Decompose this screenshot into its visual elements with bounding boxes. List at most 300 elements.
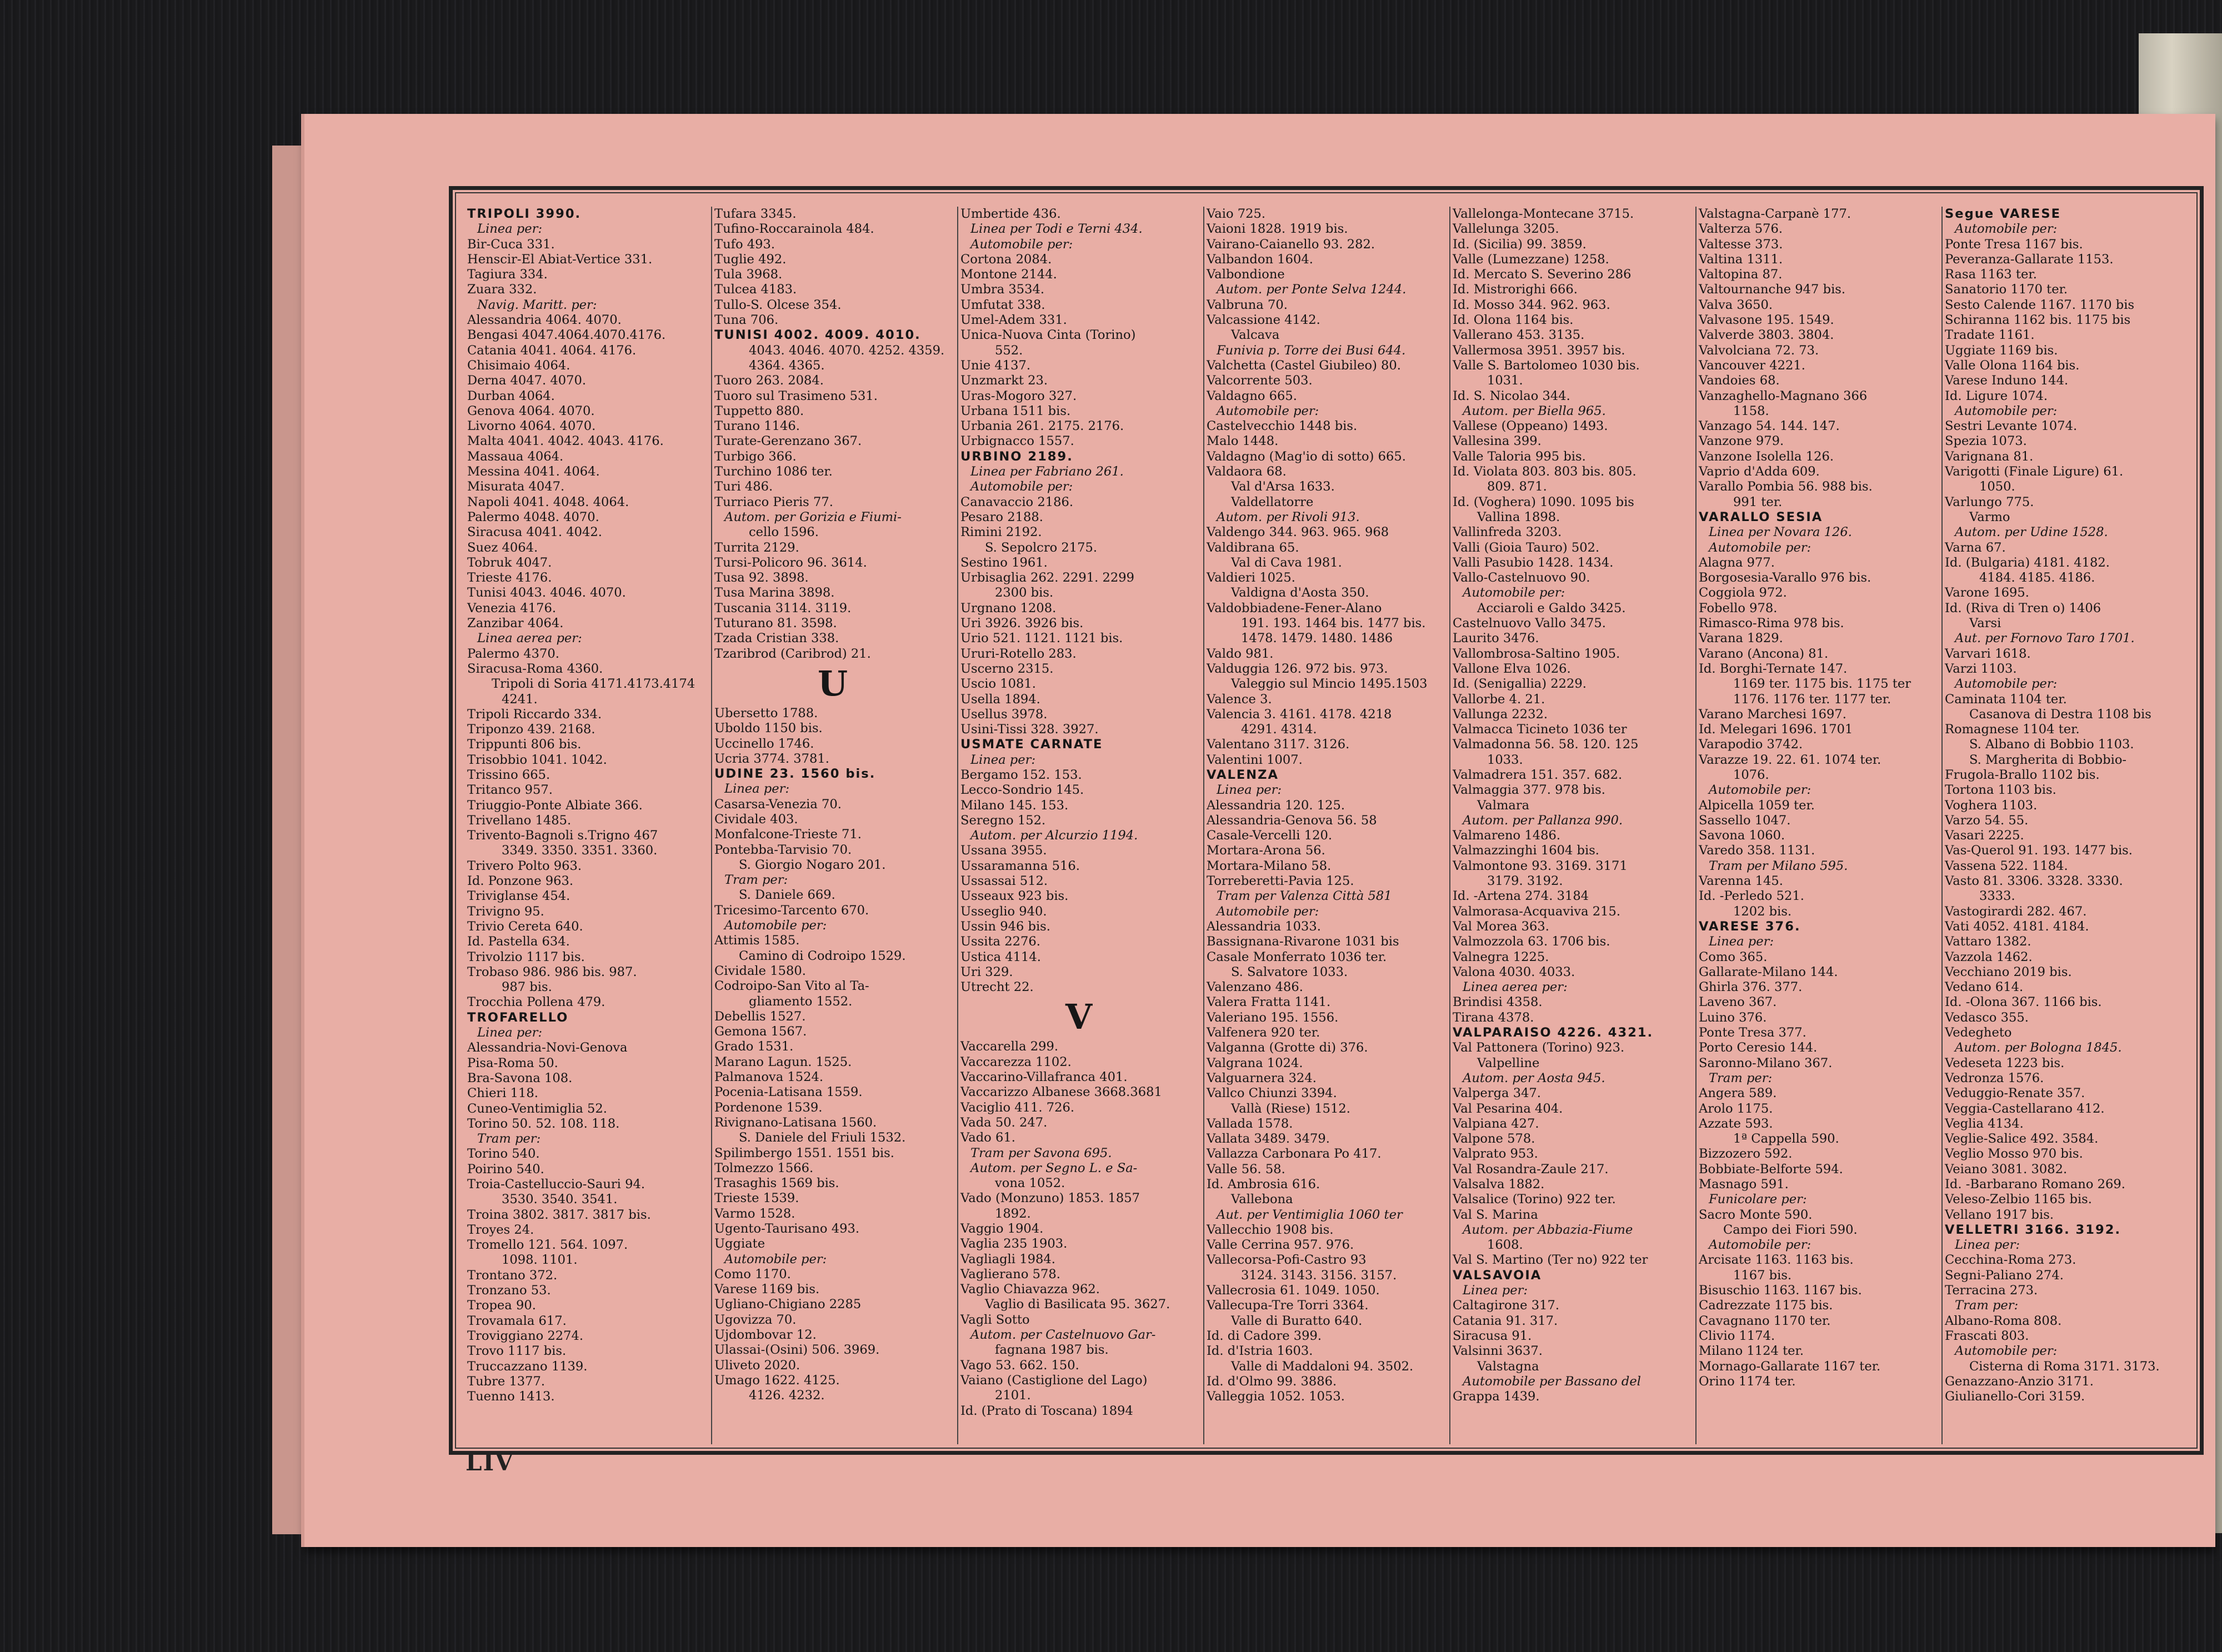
index-entry: Ujdombovar 12. (714, 1328, 817, 1343)
index-entry: Trontano 372. (467, 1268, 558, 1283)
index-entry: Valpone 578. (1453, 1132, 1535, 1147)
index-entry: Vaio 725. (1207, 207, 1266, 221)
index-entry: Varna 67. (1945, 540, 2006, 555)
index-entry: Rimasco-Rima 978 bis. (1699, 616, 1844, 631)
index-entry: 552. (995, 343, 1023, 358)
index-entry: Valdibrana 65. (1207, 540, 1299, 555)
index-entry: Tromello 121. 564. 1097. (467, 1238, 628, 1253)
index-entry: Misurata 4047. (467, 479, 565, 494)
index-entry: Tronzano 53. (467, 1283, 551, 1298)
index-entry: Alessandria 4064. 4070. (467, 313, 622, 328)
index-entry: Segni-Paliano 274. (1945, 1268, 2064, 1283)
index-entry: Rimini 2192. (960, 525, 1042, 540)
index-entry: Tzaribrod (Caribrod) 21. (714, 646, 871, 661)
index-entry: Valverde 3803. 3804. (1699, 328, 1834, 343)
index-entry: Trivero Polto 963. (467, 858, 582, 873)
index-entry: Linea aerea per: (477, 631, 582, 646)
index-entry: Monfalcone-Trieste 71. (714, 827, 862, 842)
index-entry: Id. Mercato S. Severino 286 (1453, 267, 1632, 282)
index-entry: Vallelunga 3205. (1453, 222, 1559, 237)
index-entry: Trieste 1539. (714, 1191, 799, 1206)
index-entry: Vaglierano 578. (960, 1266, 1060, 1281)
index-heading: TUNISI 4002. 4009. 4010. (714, 328, 921, 343)
index-entry: Codroipo-San Vito al Ta- (714, 979, 869, 994)
index-entry: Luino 376. (1699, 1010, 1767, 1025)
index-entry: Vago 53. 662. 150. (960, 1358, 1079, 1373)
index-entry: Val Pattonera (Torino) 923. (1453, 1040, 1625, 1055)
index-entry: Debellis 1527. (714, 1009, 806, 1024)
index-entry: 1608. (1487, 1238, 1523, 1253)
index-entry: Linea aerea per: (1463, 980, 1568, 995)
index-entry: Id. Ligure 1074. (1945, 388, 2048, 403)
index-entry: Turriaco Pieris 77. (714, 494, 833, 509)
index-entry: Autom. per Segno L. e Sa- (970, 1160, 1138, 1175)
index-entry: Ugovizza 70. (714, 1312, 797, 1327)
index-entry: Canavaccio 2186. (960, 494, 1074, 509)
index-entry: Id. Ponzone 963. (467, 874, 574, 889)
index-entry: Automobile per: (1955, 677, 2058, 692)
index-entry: Castelnuovo Vallo 3475. (1453, 616, 1606, 631)
index-entry: Vallorbe 4. 21. (1453, 692, 1545, 707)
index-entry: S. Daniele 669. (739, 888, 835, 903)
index-entry: Valence 3. (1207, 692, 1272, 707)
index-entry: Varano Marchesi 1697. (1699, 707, 1846, 722)
index-entry: Varapodio 3742. (1699, 737, 1803, 752)
index-entry: Durban 4064. (467, 388, 555, 403)
index-entry: Vedegheto (1945, 1025, 2012, 1040)
index-entry: Bra-Savona 108. (467, 1070, 573, 1085)
index-entry: Uras-Mogoro 327. (960, 388, 1077, 403)
index-entry: Automobile per: (1955, 403, 2058, 418)
index-entry: Alpicella 1059 ter. (1699, 798, 1815, 813)
index-entry: Valdigna d'Aosta 350. (1231, 585, 1369, 600)
index-entry: Rivignano-Latisana 1560. (714, 1115, 877, 1130)
index-entry: Valle di Buratto 640. (1231, 1313, 1363, 1328)
index-entry: Giulianello-Cori 3159. (1945, 1389, 2085, 1404)
index-entry: Linea per: (477, 1025, 543, 1040)
index-entry: Varese 1169 bis. (714, 1282, 820, 1297)
index-entry: Linea per: (1463, 1283, 1528, 1298)
index-entry: Tzada Cristian 338. (714, 631, 839, 646)
index-entry: Uliveto 2020. (714, 1358, 800, 1373)
index-entry: Id. Borghi-Ternate 147. (1699, 661, 1848, 676)
index-entry: Valpelline (1477, 1055, 1540, 1070)
index-entry: Automobile per: (724, 1251, 827, 1266)
index-entry: Catania 91. 317. (1453, 1313, 1558, 1328)
index-entry: Id. Pastella 634. (467, 934, 570, 949)
index-entry: Sacro Monte 590. (1699, 1207, 1813, 1222)
index-entry: Tram per Milano 595. (1709, 858, 1848, 873)
page-shadow-side (272, 146, 306, 1534)
index-entry: Vallazza Carbonara Po 417. (1207, 1147, 1382, 1162)
index-entry: Varazze 19. 22. 61. 1074 ter. (1699, 752, 1881, 767)
index-entry: Tram per Valenza Città 581 (1217, 889, 1392, 904)
index-entry: Vastogirardi 282. 467. (1945, 904, 2087, 919)
index-entry: Vallebona (1231, 1192, 1293, 1207)
index-entry: Frugola-Brallo 1102 bis. (1945, 767, 2100, 782)
index-entry: Uri 3926. 3926 bis. (960, 616, 1084, 631)
index-entry: Tula 3968. (714, 267, 783, 282)
index-entry: Varmo (1969, 509, 2010, 524)
index-entry: Vaprio d'Adda 609. (1699, 464, 1820, 479)
index-entry: Caminata 1104 ter. (1945, 692, 2067, 707)
index-entry: Urbignacco 1557. (960, 434, 1074, 449)
index-entry: Valera Fratta 1141. (1207, 995, 1331, 1010)
index-entry: Vaccarizzo Albanese 3668.3681 (960, 1085, 1162, 1100)
index-entry: 1158. (1733, 403, 1769, 418)
index-entry: Clivio 1174. (1699, 1328, 1775, 1343)
index-entry: Valcava (1231, 328, 1280, 343)
index-entry: Trivio Cereta 640. (467, 919, 583, 934)
index-entry: Bisuschio 1163. 1167 bis. (1699, 1283, 1862, 1298)
index-entry: Valprato 953. (1453, 1147, 1538, 1162)
index-entry: Palmanova 1524. (714, 1070, 824, 1085)
index-entry: Tuppetto 880. (714, 403, 804, 418)
index-entry: Siracusa-Roma 4360. (467, 661, 603, 676)
index-entry: Triuggio-Ponte Albiate 366. (467, 798, 643, 813)
index-entry: Veglie-Salice 492. 3584. (1945, 1132, 2099, 1147)
index-entry: Vallinfreda 3203. (1453, 525, 1562, 540)
index-entry: Como 1170. (714, 1266, 791, 1281)
index-entry: Milano 145. 153. (960, 798, 1069, 813)
index-entry: Messina 4041. 4064. (467, 464, 600, 479)
index-entry: Valguarnera 324. (1207, 1070, 1317, 1085)
index-heading: URBINO 2189. (960, 449, 1073, 464)
index-entry: Bizzozero 592. (1699, 1147, 1793, 1162)
index-entry: Uggiate (714, 1237, 765, 1251)
index-entry: Vallunga 2232. (1453, 707, 1548, 722)
index-entry: Ussita 2276. (960, 934, 1040, 949)
index-entry: Vassena 522. 1184. (1945, 858, 2068, 873)
index-entry: Varvari 1618. (1945, 646, 2031, 661)
index-entry: Tram per: (1709, 1070, 1773, 1085)
index-entry: Vaiano (Castiglione del Lago) (960, 1373, 1148, 1388)
index-entry: Varallo Pombia 56. 988 bis. (1699, 479, 1873, 494)
index-entry: Palermo 4048. 4070. (467, 509, 599, 524)
index-entry: Valdagno (Mag'io di sotto) 665. (1207, 449, 1406, 464)
index-entry: Tuglie 492. (714, 252, 787, 267)
index-entry: Id. d'Istria 1603. (1207, 1344, 1313, 1359)
index-entry: Tuoro sul Trasimeno 531. (714, 388, 878, 403)
index-entry: S. Salvatore 1033. (1231, 964, 1348, 979)
index-entry: Trivolzio 1117 bis. (467, 949, 585, 964)
index-entry: Vedano 614. (1945, 980, 2024, 995)
index-entry: Val di Cava 1981. (1231, 555, 1342, 570)
index-entry: Id. Melegari 1696. 1701 (1699, 722, 1853, 737)
index-entry: Bergamo 152. 153. (960, 767, 1082, 782)
index-entry: Vandoies 68. (1699, 373, 1780, 388)
index-entry: Valstagna-Carpanè 177. (1699, 207, 1851, 221)
index-entry: Autom. per Gorizia e Fiumi- (724, 509, 902, 524)
index-entry: Genova 4064. 4070. (467, 403, 595, 418)
index-entry: Valle 56. 58. (1207, 1162, 1285, 1177)
index-entry: Id. Violata 803. 803 bis. 805. (1453, 464, 1637, 479)
index-entry: Linea per Todi e Terni 434. (970, 222, 1143, 237)
index-entry: Turate-Gerenzano 367. (714, 434, 862, 449)
index-entry: cello 1596. (749, 525, 819, 540)
index-entry: Varone 1695. (1945, 585, 2029, 600)
section-letter: V (1065, 997, 1093, 1038)
index-entry: Id. S. Nicolao 344. (1453, 388, 1570, 403)
index-entry: Vanzaghello-Magnano 366 (1699, 388, 1868, 403)
index-entry: Cadrezzate 1175 bis. (1699, 1298, 1833, 1313)
index-entry: 1050. (1979, 479, 2015, 494)
index-heading: TROFARELLO (467, 1010, 569, 1025)
index-heading: VALENZA (1207, 767, 1279, 782)
index-entry: Pesaro 2188. (960, 509, 1043, 524)
index-entry: Vedeseta 1223 bis. (1945, 1055, 2065, 1070)
index-entry: Valcassione 4142. (1207, 313, 1320, 328)
index-entry: Vairano-Caianello 93. 282. (1207, 237, 1375, 252)
index-entry: Valmaggia 377. 978 bis. (1453, 783, 1605, 798)
index-entry: Vanzago 54. 144. 147. (1699, 419, 1840, 434)
index-entry: Varese Induno 144. (1945, 373, 2069, 388)
index-entry: Vaccarella 299. (960, 1039, 1059, 1054)
index-entry: Umago 1622. 4125. (714, 1373, 840, 1388)
index-entry: Uggiate 1169 bis. (1945, 343, 2058, 358)
index-entry: Tram per: (1955, 1298, 2019, 1313)
index-entry: 1076. (1733, 767, 1769, 782)
index-entry: Valva 3650. (1699, 297, 1773, 312)
index-entry: Montone 2144. (960, 267, 1057, 282)
index-entry: Valsinni 3637. (1453, 1344, 1543, 1359)
index-entry: Cortona 2084. (960, 252, 1052, 267)
index-entry: Casarsa-Venezia 70. (714, 797, 842, 812)
index-entry: Valle Cerrina 957. 976. (1207, 1238, 1354, 1253)
index-entry: Alessandria-Novi-Genova (467, 1040, 628, 1055)
index-entry: Triviglanse 454. (467, 889, 570, 904)
index-entry: Automobile per: (1709, 540, 1811, 555)
index-entry: Linea per: (970, 752, 1036, 767)
index-entry: Val S. Martino (Ter no) 922 ter (1453, 1253, 1648, 1268)
index-entry: vona 1052. (995, 1176, 1065, 1191)
index-entry: Peveranza-Gallarate 1153. (1945, 252, 2114, 267)
index-entry: Valmazzinghi 1604 bis. (1453, 843, 1599, 858)
index-entry: Vallecrosia 61. 1049. 1050. (1207, 1283, 1380, 1298)
index-entry: Suez 4064. (467, 540, 538, 555)
index-entry: S. Margherita di Bobbio- (1969, 752, 2127, 767)
index-entry: Alessandria 120. 125. (1207, 798, 1345, 813)
index-entry: Grappa 1439. (1453, 1389, 1540, 1404)
index-heading: TRIPOLI 3990. (467, 207, 582, 221)
index-entry: Valli Pasubio 1428. 1434. (1453, 555, 1614, 570)
index-entry: Trasaghis 1569 bis. (714, 1176, 839, 1191)
index-entry: Chisimaio 4064. (467, 358, 570, 373)
index-entry: Gallarate-Milano 144. (1699, 964, 1838, 979)
index-entry: Usella 1894. (960, 692, 1040, 707)
index-entry: Vaglio Chiavazza 962. (960, 1282, 1100, 1297)
index-entry: Vallà (Riese) 1512. (1231, 1101, 1350, 1116)
index-entry: Ururi-Rotello 283. (960, 646, 1077, 661)
index-entry: Tusa 92. 3898. (714, 570, 809, 585)
index-entry: Valentano 3117. 3126. (1207, 737, 1350, 752)
index-heading: VARALLO SESIA (1699, 509, 1823, 524)
index-entry: Malta 4041. 4042. 4043. 4176. (467, 434, 664, 449)
index-entry: Valmozzola 63. 1706 bis. (1453, 934, 1610, 949)
index-entry: Veduggio-Renate 357. (1945, 1086, 2085, 1101)
index-entry: 1478. 1479. 1480. 1486 (1241, 631, 1393, 646)
index-entry: Marano Lagun. 1525. (714, 1054, 852, 1069)
index-entry: Tradate 1161. (1945, 328, 2035, 343)
index-entry: 1202 bis. (1733, 904, 1792, 919)
index-entry: Usseaux 923 bis. (960, 889, 1069, 904)
index-entry: 1892. (995, 1206, 1031, 1221)
index-entry: Pontebba-Tarvisio 70. (714, 842, 852, 857)
index-entry: Tirana 4378. (1453, 1010, 1534, 1025)
index-entry: Valmacca Ticineto 1036 ter (1453, 722, 1627, 737)
index-entry: Truccazzano 1139. (467, 1359, 588, 1374)
index-entry: Valle (Lumezzane) 1258. (1453, 252, 1609, 267)
index-entry: Tram per: (724, 873, 788, 888)
index-entry: Tulcea 4183. (714, 282, 797, 297)
index-entry: Urbana 1511 bis. (960, 403, 1071, 418)
index-entry: 4364. 4365. (749, 358, 825, 373)
index-entry: Varano (Ancona) 81. (1699, 646, 1829, 661)
index-entry: Massaua 4064. (467, 449, 564, 464)
index-entry: Valtournanche 947 bis. (1699, 282, 1846, 297)
index-column-4 (1203, 207, 1443, 1444)
index-entry: Borgosesia-Varallo 976 bis. (1699, 570, 1871, 585)
index-entry: Trippunti 806 bis. (467, 737, 582, 752)
index-entry: Linea per: (477, 222, 543, 237)
index-entry: Tuna 706. (714, 313, 779, 328)
index-entry: Automobile per: (1955, 222, 2058, 237)
index-entry: Tolmezzo 1566. (714, 1160, 814, 1175)
index-entry: Mortara-Arona 56. (1207, 843, 1325, 858)
index-entry: Cividale 403. (714, 812, 798, 827)
index-entry: Arolo 1175. (1699, 1101, 1773, 1116)
index-entry: Uri 329. (960, 964, 1013, 979)
index-entry: Valdieri 1025. (1207, 570, 1295, 585)
index-entry: Varzi 1103. (1945, 661, 2017, 676)
index-entry: Siracusa 91. (1453, 1328, 1532, 1343)
index-entry: Val Pesarina 404. (1453, 1101, 1563, 1116)
index-entry: Aut. per Fornovo Taro 1701. (1955, 631, 2135, 646)
index-entry: Poirino 540. (467, 1162, 544, 1177)
index-entry: Cecchina-Roma 273. (1945, 1253, 2076, 1268)
index-entry: Vallerano 453. 3135. (1453, 328, 1585, 343)
index-entry: Valganna (Grotte di) 376. (1207, 1040, 1368, 1055)
index-entry: Bassignana-Rivarone 1031 bis (1207, 934, 1399, 949)
index-entry: Vedasco 355. (1945, 1010, 2029, 1025)
index-entry: Camino di Codroipo 1529. (739, 948, 906, 963)
index-entry: Varlungo 775. (1945, 494, 2034, 509)
index-entry: Azzate 593. (1699, 1116, 1773, 1131)
index-entry: Ustica 4114. (960, 949, 1041, 964)
index-entry: Tripoli Riccardo 334. (467, 707, 602, 722)
index-entry: 4126. 4232. (749, 1388, 825, 1403)
index-entry: Valmadonna 56. 58. 120. 125 (1453, 737, 1639, 752)
index-entry: Vagli Sotto (960, 1312, 1030, 1327)
index-entry: Arcisate 1163. 1163 bis. (1699, 1253, 1854, 1268)
index-entry: Laurito 3476. (1453, 631, 1539, 646)
index-entry: Autom. per Bologna 1845. (1955, 1040, 2122, 1055)
index-entry: Varedo 358. 1131. (1699, 843, 1815, 858)
index-entry: Valstagna (1477, 1359, 1539, 1374)
index-entry: 3333. (1979, 889, 2015, 904)
index-entry: Vado 61. (960, 1130, 1015, 1145)
index-column-3 (957, 207, 1197, 1444)
index-entry: Id. -Barbarano Romano 269. (1945, 1177, 2125, 1192)
index-entry: Savona 1060. (1699, 828, 1785, 843)
index-entry: Fobello 978. (1699, 600, 1778, 615)
index-entry: Vaglio di Basilicata 95. 3627. (985, 1297, 1170, 1312)
index-entry: Torreberetti-Pavia 125. (1207, 874, 1354, 889)
index-entry: Vasari 2225. (1945, 828, 2024, 843)
index-entry: Urio 521. 1121. 1121 bis. (960, 631, 1123, 646)
index-entry: Id. (Bulgaria) 4181. 4182. (1945, 555, 2110, 570)
index-entry: Casanova di Destra 1108 bis (1969, 707, 2151, 722)
index-entry: Veglio Mosso 970 bis. (1945, 1147, 2083, 1162)
index-entry: Valdaora 68. (1207, 464, 1287, 479)
index-entry: Trieste 4176. (467, 570, 552, 585)
index-entry: Valpiana 427. (1453, 1116, 1539, 1131)
index-entry: 3179. 3192. (1487, 874, 1563, 889)
index-entry: 809. 871. (1487, 479, 1547, 494)
index-entry: Id. (Sicilia) 99. 3859. (1453, 237, 1587, 252)
index-entry: Gemona 1567. (714, 1024, 807, 1039)
index-entry: Valentini 1007. (1207, 752, 1303, 767)
index-entry: Vaioni 1828. 1919 bis. (1207, 222, 1348, 237)
index-entry: Valmontone 93. 3169. 3171 (1453, 858, 1628, 873)
index-entry: Vallata 3489. 3479. (1207, 1132, 1330, 1147)
index-entry: Palermo 4370. (467, 646, 559, 661)
index-heading: USMATE CARNATE (960, 737, 1103, 752)
index-entry: Varigotti (Finale Ligure) 61. (1945, 464, 2124, 479)
index-entry: Id. (Voghera) 1090. 1095 bis (1453, 494, 1634, 509)
index-entry: Unzmarkt 23. (960, 373, 1048, 388)
index-entry: Veggia-Castellarano 412. (1945, 1101, 2105, 1116)
index-entry: Id. Mistrorighi 666. (1453, 282, 1578, 297)
index-entry: Valona 4030. 4033. (1453, 964, 1575, 979)
index-entry: Varzo 54. 55. (1945, 813, 2029, 828)
index-entry: Valvolciana 72. 73. (1699, 343, 1819, 358)
index-entry: Id. -Perledo 521. (1699, 889, 1804, 904)
index-entry: Trovamala 617. (467, 1313, 567, 1328)
index-entry: Linea per Novara 126. (1709, 525, 1852, 540)
index-entry: Automobile per: (1709, 783, 1811, 798)
index-entry: 3530. 3540. 3541. (502, 1192, 618, 1207)
index-entry: Valnegra 1225. (1453, 949, 1549, 964)
index-entry: Troviggiano 2274. (467, 1328, 584, 1343)
index-entry: Pisa-Roma 50. (467, 1055, 558, 1070)
index-entry: Torino 540. (467, 1147, 540, 1162)
index-entry: 4043. 4046. 4070. 4252. 4359. (749, 343, 945, 358)
index-entry: Turano 1146. (714, 419, 800, 434)
index-entry: Romagnese 1104 ter. (1945, 722, 2080, 737)
index-entry: Valsalice (Torino) 922 ter. (1453, 1192, 1616, 1207)
index-entry: Voghera 1103. (1945, 798, 2038, 813)
index-column-1 (465, 207, 704, 1444)
index-entry: Valcorrente 503. (1207, 373, 1313, 388)
index-entry: Pordenone 1539. (714, 1100, 823, 1115)
index-entry: Umbertide 436. (960, 207, 1061, 221)
index-entry: Valmadrera 151. 357. 682. (1453, 767, 1623, 782)
index-entry: Linea per: (1955, 1238, 2020, 1253)
index-entry: Vellano 1917 bis. (1945, 1207, 2054, 1222)
index-entry: Milano 1124 ter. (1699, 1344, 1804, 1359)
index-entry: Vaccarezza 1102. (960, 1054, 1072, 1069)
index-entry: Masnago 591. (1699, 1177, 1789, 1192)
index-entry: Vallecorsa-Pofi-Castro 93 (1207, 1253, 1367, 1268)
index-entry: Id. d'Olmo 99. 3886. (1207, 1374, 1337, 1389)
index-entry: Valbruna 70. (1207, 297, 1288, 312)
index-heading: VARESE 376. (1699, 919, 1801, 934)
index-heading: VALSAVOIA (1453, 1268, 1542, 1283)
index-entry: Val Morea 363. (1453, 919, 1549, 934)
index-entry: Aut. per Ventimiglia 1060 ter (1217, 1207, 1403, 1222)
index-entry: S. Sepolcro 2175. (985, 540, 1098, 555)
